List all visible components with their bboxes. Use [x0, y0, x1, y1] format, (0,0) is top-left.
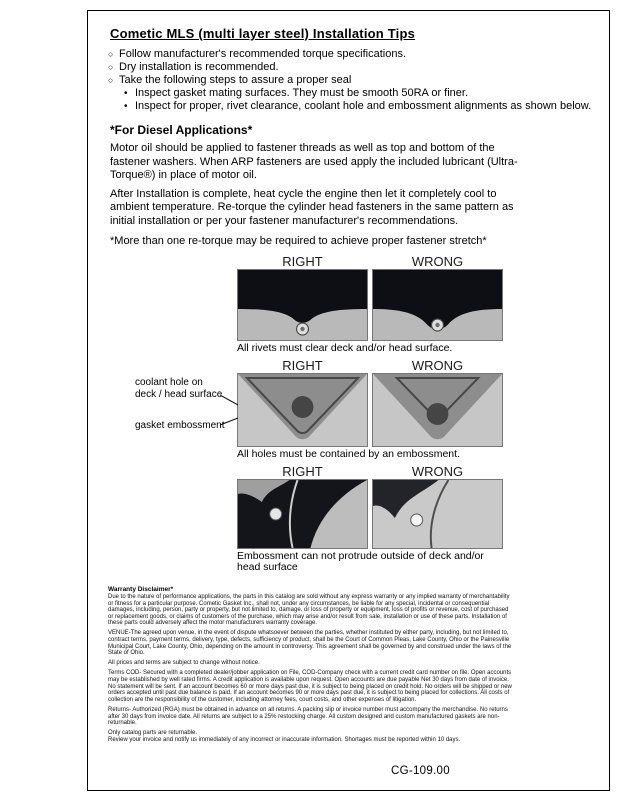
- tip-text: Inspect for proper, rivet clearance, coolant hole and embossment alignments as shown below.: [135, 100, 592, 112]
- open-bullet-icon: ○: [108, 49, 114, 59]
- legal-section: [108, 585, 514, 743]
- filled-bullet-icon: •: [124, 88, 128, 99]
- list-item: [124, 87, 595, 100]
- open-bullet-icon: ○: [108, 75, 114, 85]
- list-item: [108, 61, 595, 74]
- diagram-row-protrusion: [237, 465, 503, 573]
- diagram-panels: [237, 269, 503, 341]
- list-item: [124, 100, 595, 113]
- diagram-row-rivets: [237, 255, 503, 354]
- diagram-headers: [237, 359, 503, 373]
- legal-paragraph: Terms COD- Secured with a completed dealer/jobber application on File, COD-Company check with a current credit card number on file. Open accounts may be established by well rated firms. A credit application is available upon request. Open accounts are due payable Net 30 days from date of invoice. No statement will be sent. If an account becomes 60 or more days past due, it is subject to being placed on credit hold. No orders will be shipped or new orders accepted until past due balance is paid. If an account becomes 90 or more days past due, it is subject to being placed for collections. All costs of collection are the responsibility of the customer, including attorney fees, court costs, and other expenses of litigation.: [108, 670, 512, 703]
- page-number: CG-109.00: [391, 765, 450, 777]
- right-label: RIGHT: [282, 358, 323, 373]
- retorque-note: *More than one re-torque may be required to achieve proper fastener stretch*: [110, 235, 487, 247]
- protrusion-caption: Embossment can not protrude outside of deck and/or head surface: [237, 550, 484, 573]
- protrusion-wrong-diagram: [372, 479, 503, 549]
- gasket-embossment-label: gasket embossment: [135, 420, 225, 431]
- tips-list: [108, 48, 595, 113]
- open-bullet-icon: ○: [108, 62, 114, 72]
- page-title: Cometic MLS (multi layer steel) Installation Tips: [110, 26, 416, 41]
- legal-paragraph: Review your invoice and notify us immediately of any incorrect or inaccurate information. Shortages must be reported within 10 days.: [108, 736, 461, 743]
- diagram-headers: [237, 465, 503, 479]
- coolant-hole-label: coolant hole on deck / head surface: [135, 377, 223, 400]
- hole-right-diagram: [237, 373, 368, 447]
- diagram-panels: [135, 373, 503, 447]
- diagram-row-holes: [135, 358, 503, 460]
- hole-wrong-diagram: [372, 373, 503, 447]
- diagram-headers: [237, 255, 503, 269]
- tip-text: Take the following steps to assure a proper seal: [119, 74, 352, 86]
- protrusion-right-diagram: [237, 479, 368, 549]
- diesel-heading: *For Diesel Applications*: [110, 123, 253, 137]
- right-label: RIGHT: [282, 254, 323, 269]
- tip-text: Follow manufacturer's recommended torque specifications.: [119, 48, 407, 60]
- list-item: [108, 74, 595, 87]
- legal-paragraph: VENUE-The agreed upon venue, in the event of dispute whatsoever between the parties, whether instituted by either party, including, but not limited to, contract terms, payment terms, delivery, type, defects, sufficiency of product, shall be the Court of Common Pleas, Lake County, Ohio or the Painesville Municipal Court, Lake County, Ohio, depending on the amount in controversy. This agreement shall be governed by and construed under the laws of the State of Ohio.: [108, 630, 512, 657]
- legal-paragraph: Due to the nature of performance applications, the parts in this catalog are sold without any express warranty or any implied warranty of merchantability or fitness for a particular purpose. Cometic Gasket Inc., shall not, under any circumstances, be liable for any special, incidental or consequential damages, including, person, party or property, but not limited to, damage, or loss of property or equipment, loss of profits or revenue, cost of purchased or replacement goods, or claims of customers of the purchase, which may arise and/or result from sale, installation or use of these parts. Installation of these parts could adversely affect the motor manufacturers warranty coverage.: [108, 594, 510, 627]
- legal-paragraph: Returns- Authorized (RGA) must be obtained in advance on all returns. A packing slip or invoice number must accompany the merchandise. No returns after 30 days from invoice date. All returns are subject to a 25% restocking charge. All custom designed and custom manufactured gaskets are non-returnable.: [108, 706, 508, 727]
- right-label: RIGHT: [282, 464, 323, 479]
- wrong-label: WRONG: [411, 358, 464, 373]
- tip-text: Dry installation is recommended.: [119, 61, 279, 73]
- diagram-column: [135, 254, 503, 573]
- warranty-disclaimer-heading: Warranty Disclaimer*: [108, 586, 174, 593]
- tip-text: Inspect gasket mating surfaces. They must be smooth 50RA or finer.: [135, 87, 469, 99]
- holes-caption: All holes must be contained by an embossment.: [237, 448, 460, 460]
- filled-bullet-icon: •: [124, 101, 128, 112]
- diagram-panels: [237, 479, 503, 549]
- rivet-caption: All rivets must clear deck and/or head surface.: [237, 342, 453, 354]
- legal-paragraph: All prices and terms are subject to change without notice.: [108, 660, 260, 667]
- pointer-lines: [220, 373, 238, 447]
- wrong-label: WRONG: [411, 464, 464, 479]
- wrong-label: WRONG: [411, 254, 464, 269]
- diesel-paragraph-2: After Installation is complete, heat cycle the engine then let it completely cool to ambient temperature. Re-torque the cylinder head fasteners in the same pattern as initial installation or per your fastener manufacturer's recommendations.: [110, 187, 514, 227]
- page-frame: [87, 10, 610, 791]
- list-item: [108, 48, 595, 61]
- diesel-paragraph-1: Motor oil should be applied to fastener threads as well as top and bottom of the fastener washers. When ARP fasteners are used apply the included lubricant (Ultra-Torque®) in place of motor oil.: [110, 142, 518, 181]
- legal-paragraph: Only catalog parts are returnable.: [108, 730, 198, 737]
- rivet-right-diagram: [237, 269, 368, 341]
- rivet-wrong-diagram: [372, 269, 503, 341]
